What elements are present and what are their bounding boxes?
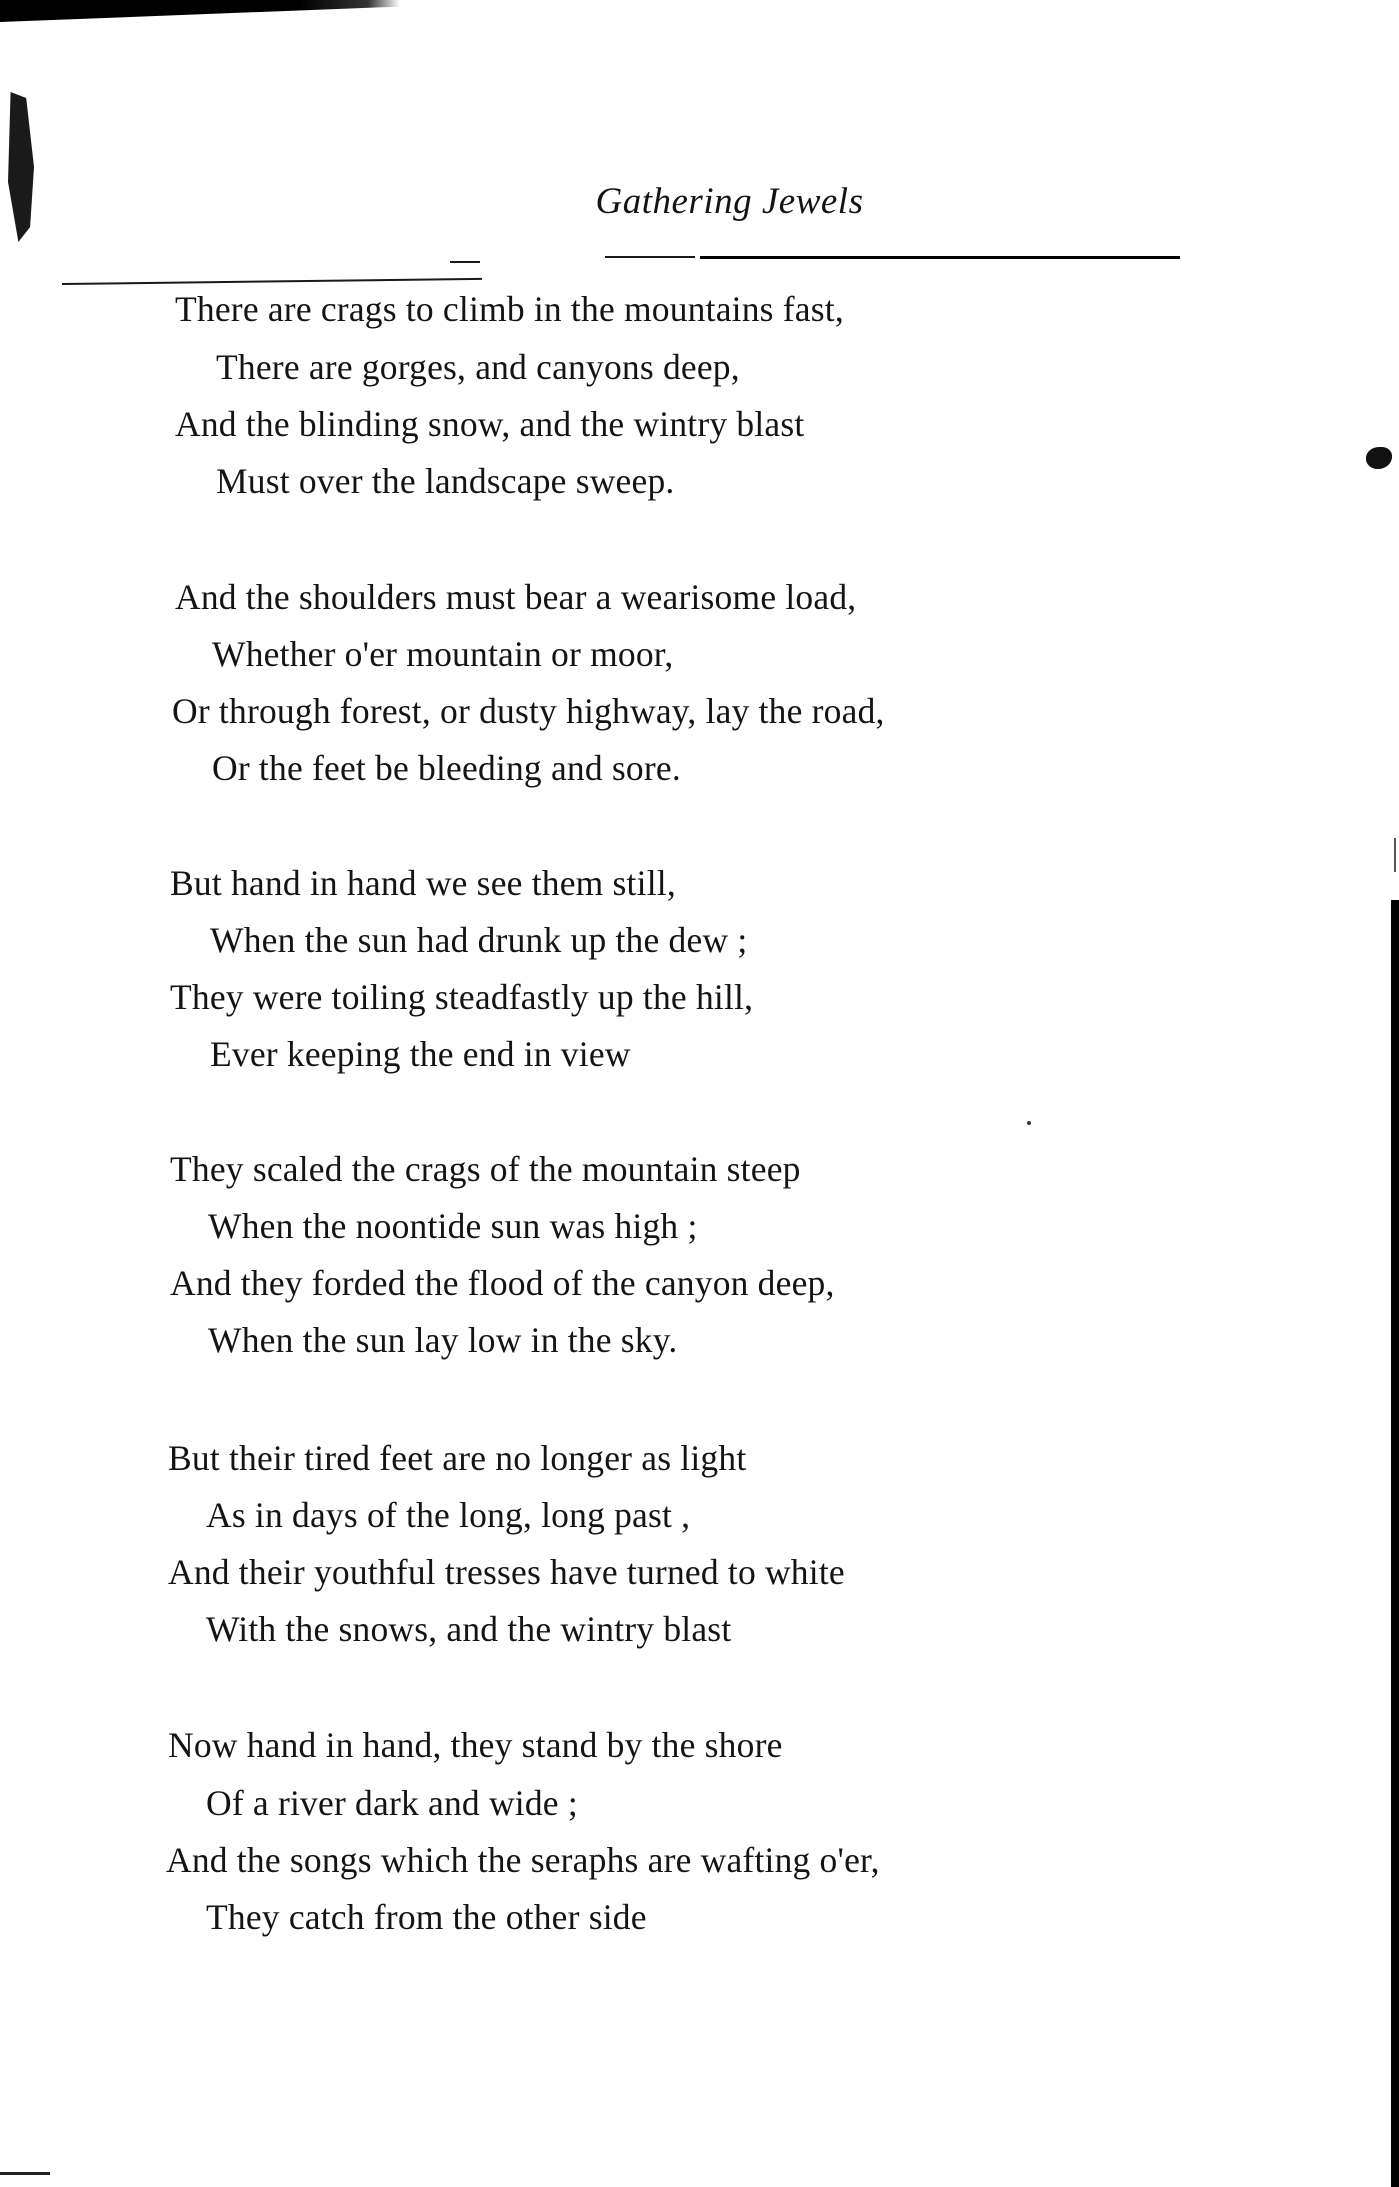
poem-line: They catch from the other side — [206, 1897, 647, 1937]
poem-line: Ever keeping the end in view — [210, 1034, 631, 1074]
poem-line: Of a river dark and wide ; — [206, 1783, 578, 1823]
poem-line: But hand in hand we see them still, — [170, 863, 676, 903]
ink-blot — [1366, 447, 1392, 469]
poem-line: With the snows, and the wintry blast — [206, 1609, 732, 1649]
poem-line: And the songs which the seraphs are wafting o'er, — [166, 1840, 880, 1880]
poem-line: As in days of the long, long past , — [206, 1495, 691, 1535]
header-rule — [62, 278, 482, 285]
poem-line: They were toiling steadfastly up the hill, — [170, 977, 754, 1017]
poem-line: But their tired feet are no longer as light — [168, 1438, 747, 1478]
poem-line: Or the feet be bleeding and sore. — [212, 748, 681, 788]
scan-edge-mark — [1394, 838, 1396, 872]
poem-line: Or through forest, or dusty highway, lay the road, — [172, 691, 885, 731]
poem-line: There are gorges, and canyons deep, — [216, 347, 740, 387]
poem-line: And the blinding snow, and the wintry blast — [175, 404, 805, 444]
poem-line: When the sun lay low in the sky. — [208, 1320, 678, 1360]
header-rule — [450, 261, 480, 263]
scan-edge-mark — [0, 2172, 50, 2175]
poem-line: They scaled the crags of the mountain steep — [170, 1149, 801, 1189]
scan-page-edge — [1391, 900, 1399, 2187]
poem-line: Now hand in hand, they stand by the shore — [168, 1725, 783, 1765]
header-rule — [605, 256, 695, 258]
poem-line: Whether o'er mountain or moor, — [212, 634, 674, 674]
header-rule — [700, 256, 1180, 259]
poem-line: And the shoulders must bear a wearisome load, — [175, 577, 857, 617]
poem-line: When the sun had drunk up the dew ; — [210, 920, 748, 960]
poem-line: Must over the landscape sweep. — [216, 461, 675, 501]
running-head: Gathering Jewels — [595, 181, 864, 222]
scan-edge-shadow — [0, 0, 400, 22]
poem-line: When the noontide sun was high ; — [208, 1206, 698, 1246]
ink-speck — [1027, 1121, 1031, 1125]
poem-line: There are crags to climb in the mountains fast, — [175, 289, 844, 329]
poem-line: And they forded the flood of the canyon deep, — [170, 1263, 835, 1303]
poem-line: And their youthful tresses have turned to white — [168, 1552, 845, 1592]
